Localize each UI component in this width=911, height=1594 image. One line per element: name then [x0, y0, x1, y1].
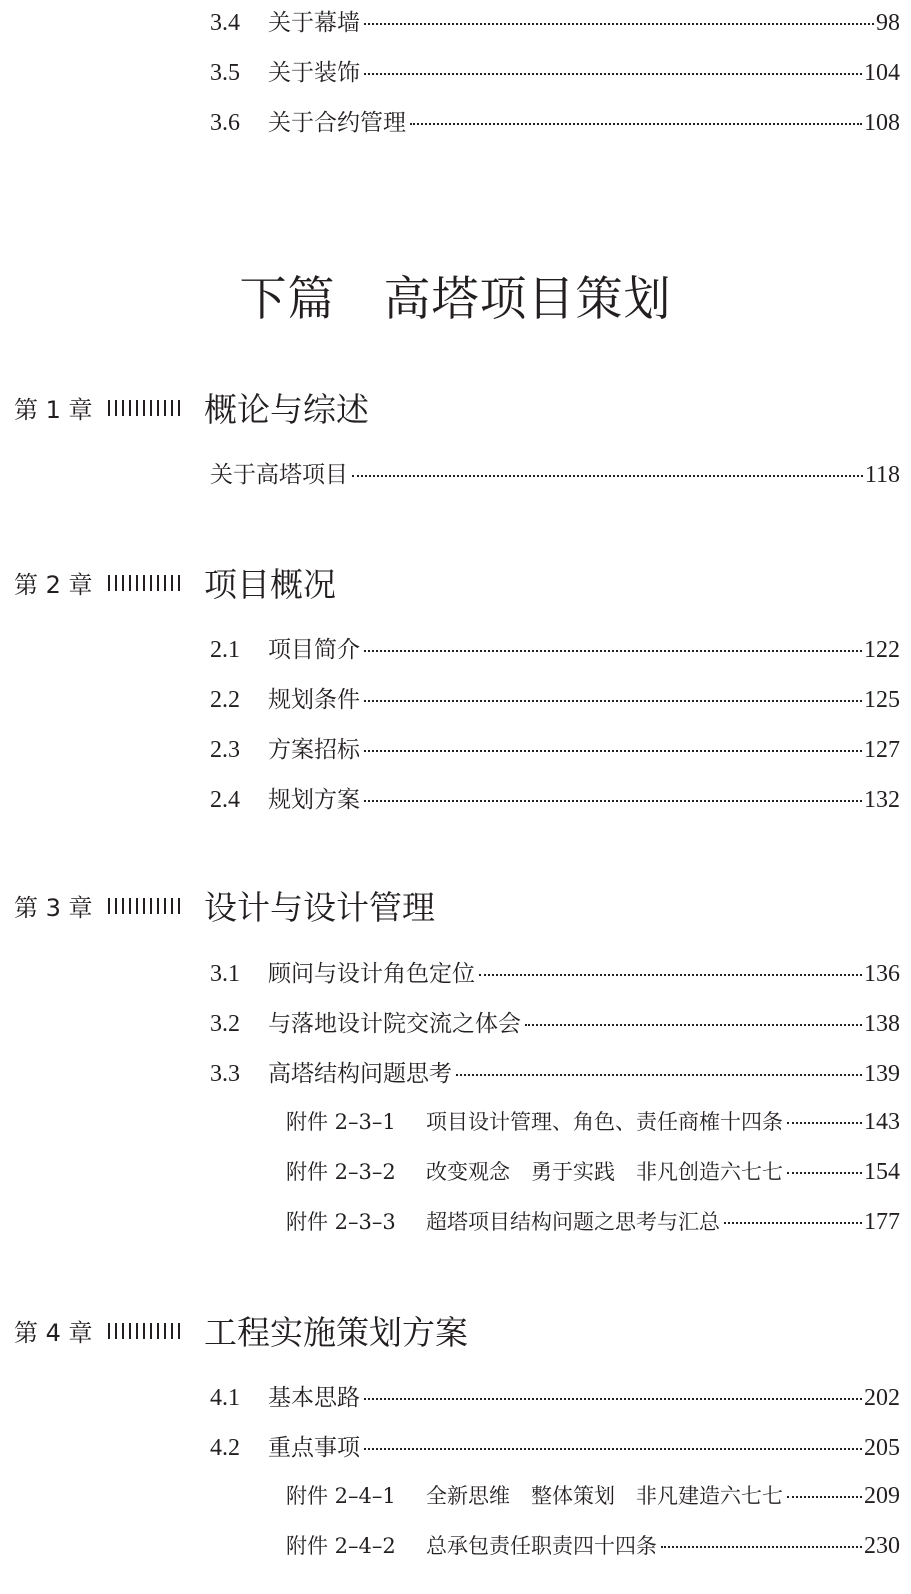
attachment-title: 总承包责任职责四十四条 [426, 1534, 657, 1558]
entry-page: 138 [864, 1011, 900, 1037]
dot-leader [364, 800, 862, 802]
chapter-label: 第 1 章 [14, 396, 93, 424]
attachment-entry[interactable] [286, 1530, 900, 1560]
dot-leader [410, 123, 862, 125]
toc-entry[interactable] [210, 54, 900, 87]
attachment-page: 143 [864, 1109, 900, 1135]
entry-title: 高塔结构问题思考 [268, 1061, 452, 1087]
entry-title: 基本思路 [268, 1385, 360, 1411]
attachment-page: 154 [864, 1159, 900, 1185]
entry-number: 3.2 [210, 1011, 240, 1037]
toc-entry[interactable] [210, 1429, 900, 1462]
attachment-number: 附件 2–4–1 [286, 1484, 396, 1508]
bar-ornament [108, 400, 184, 416]
dot-leader [352, 475, 863, 477]
chapter-title: 工程实施策划方案 [204, 1313, 468, 1352]
entry-page: 122 [864, 637, 900, 663]
entry-number: 2.3 [210, 737, 240, 763]
toc-entry[interactable] [210, 781, 900, 814]
entry-page: 205 [864, 1435, 900, 1461]
toc-entry[interactable] [210, 1055, 900, 1088]
entry-number: 4.2 [210, 1435, 240, 1461]
entry-title: 重点事项 [268, 1435, 360, 1461]
entry-number: 4.1 [210, 1385, 240, 1411]
entry-page: 108 [864, 110, 900, 136]
entry-title: 规划方案 [268, 787, 360, 813]
chapter-heading[interactable] [14, 1307, 468, 1354]
entry-title: 与落地设计院交流之体会 [268, 1011, 521, 1037]
entry-number: 3.1 [210, 961, 240, 987]
entry-number: 3.4 [210, 10, 240, 36]
toc-entry[interactable] [210, 681, 900, 714]
attachment-page: 177 [864, 1209, 900, 1235]
bar-ornament [108, 1323, 184, 1339]
dot-leader [479, 974, 862, 976]
attachment-entry[interactable] [286, 1106, 900, 1136]
bar-ornament [108, 575, 184, 591]
chapter-heading[interactable] [14, 882, 435, 929]
part-title [0, 262, 911, 329]
dot-leader [787, 1172, 862, 1174]
dot-leader [661, 1546, 862, 1548]
entry-page: 98 [876, 10, 900, 36]
entry-title: 关于幕墙 [268, 10, 360, 36]
toc-entry[interactable] [210, 1005, 900, 1038]
dot-leader [525, 1024, 862, 1026]
dot-leader [364, 23, 874, 25]
entry-title: 关于装饰 [268, 60, 360, 86]
part-label: 下篇 [239, 272, 336, 327]
part-name: 高塔项目策划 [383, 272, 672, 327]
entry-number: 3.5 [210, 60, 240, 86]
bar-ornament [108, 898, 184, 914]
entry-number: 2.1 [210, 637, 240, 663]
entry-page: 202 [864, 1385, 900, 1411]
attachment-number: 附件 2–3–1 [286, 1110, 396, 1134]
entry-number: 2.2 [210, 687, 240, 713]
entry-title: 项目简介 [268, 637, 360, 663]
entry-title: 方案招标 [268, 737, 360, 763]
dot-leader [724, 1222, 862, 1224]
dot-leader [364, 1448, 862, 1450]
entry-page: 127 [864, 737, 900, 763]
entry-title: 关于合约管理 [268, 110, 406, 136]
dot-leader [364, 73, 862, 75]
attachment-title: 项目设计管理、角色、责任商榷十四条 [426, 1110, 783, 1134]
entry-number: 2.4 [210, 787, 240, 813]
entry-title: 关于高塔项目 [210, 462, 348, 488]
entry-page: 132 [864, 787, 900, 813]
chapter-label: 第 2 章 [14, 571, 93, 599]
toc-entry[interactable] [210, 1379, 900, 1412]
entry-number: 3.6 [210, 110, 240, 136]
toc-entry[interactable] [210, 631, 900, 664]
entry-page: 139 [864, 1061, 900, 1087]
entry-page: 136 [864, 961, 900, 987]
toc-entry[interactable] [210, 731, 900, 764]
entry-number: 3.3 [210, 1061, 240, 1087]
toc-entry[interactable] [210, 955, 900, 988]
chapter-title: 设计与设计管理 [204, 888, 435, 927]
attachment-title: 改变观念 勇于实践 非凡创造六七七 [426, 1160, 783, 1184]
chapter-title: 项目概况 [204, 565, 336, 604]
dot-leader [456, 1074, 862, 1076]
chapter-heading[interactable] [14, 559, 336, 606]
dot-leader [364, 650, 862, 652]
entry-title: 规划条件 [268, 687, 360, 713]
toc-entry[interactable] [210, 104, 900, 137]
dot-leader [364, 700, 862, 702]
attachment-title: 全新思维 整体策划 非凡建造六七七 [426, 1484, 783, 1508]
dot-leader [364, 1398, 862, 1400]
attachment-number: 附件 2–3–2 [286, 1160, 396, 1184]
toc-entry[interactable] [210, 4, 900, 37]
chapter-label: 第 3 章 [14, 894, 93, 922]
attachment-entry[interactable] [286, 1156, 900, 1186]
dot-leader [787, 1496, 862, 1498]
chapter-heading[interactable] [14, 384, 369, 431]
dot-leader [364, 750, 862, 752]
attachment-number: 附件 2–3–3 [286, 1210, 396, 1234]
attachment-title: 超塔项目结构问题之思考与汇总 [426, 1210, 720, 1234]
entry-title: 顾问与设计角色定位 [268, 961, 475, 987]
attachment-number: 附件 2–4–2 [286, 1534, 396, 1558]
entry-page: 118 [864, 462, 900, 488]
chapter-label: 第 4 章 [14, 1319, 93, 1347]
attachment-page: 230 [864, 1533, 900, 1559]
chapter-title: 概论与综述 [204, 390, 369, 429]
attachment-entry[interactable] [286, 1480, 900, 1510]
attachment-page: 209 [864, 1483, 900, 1509]
attachment-entry[interactable] [286, 1206, 900, 1236]
toc-entry[interactable] [210, 456, 900, 489]
entry-page: 125 [864, 687, 900, 713]
dot-leader [787, 1122, 862, 1124]
entry-page: 104 [864, 60, 900, 86]
